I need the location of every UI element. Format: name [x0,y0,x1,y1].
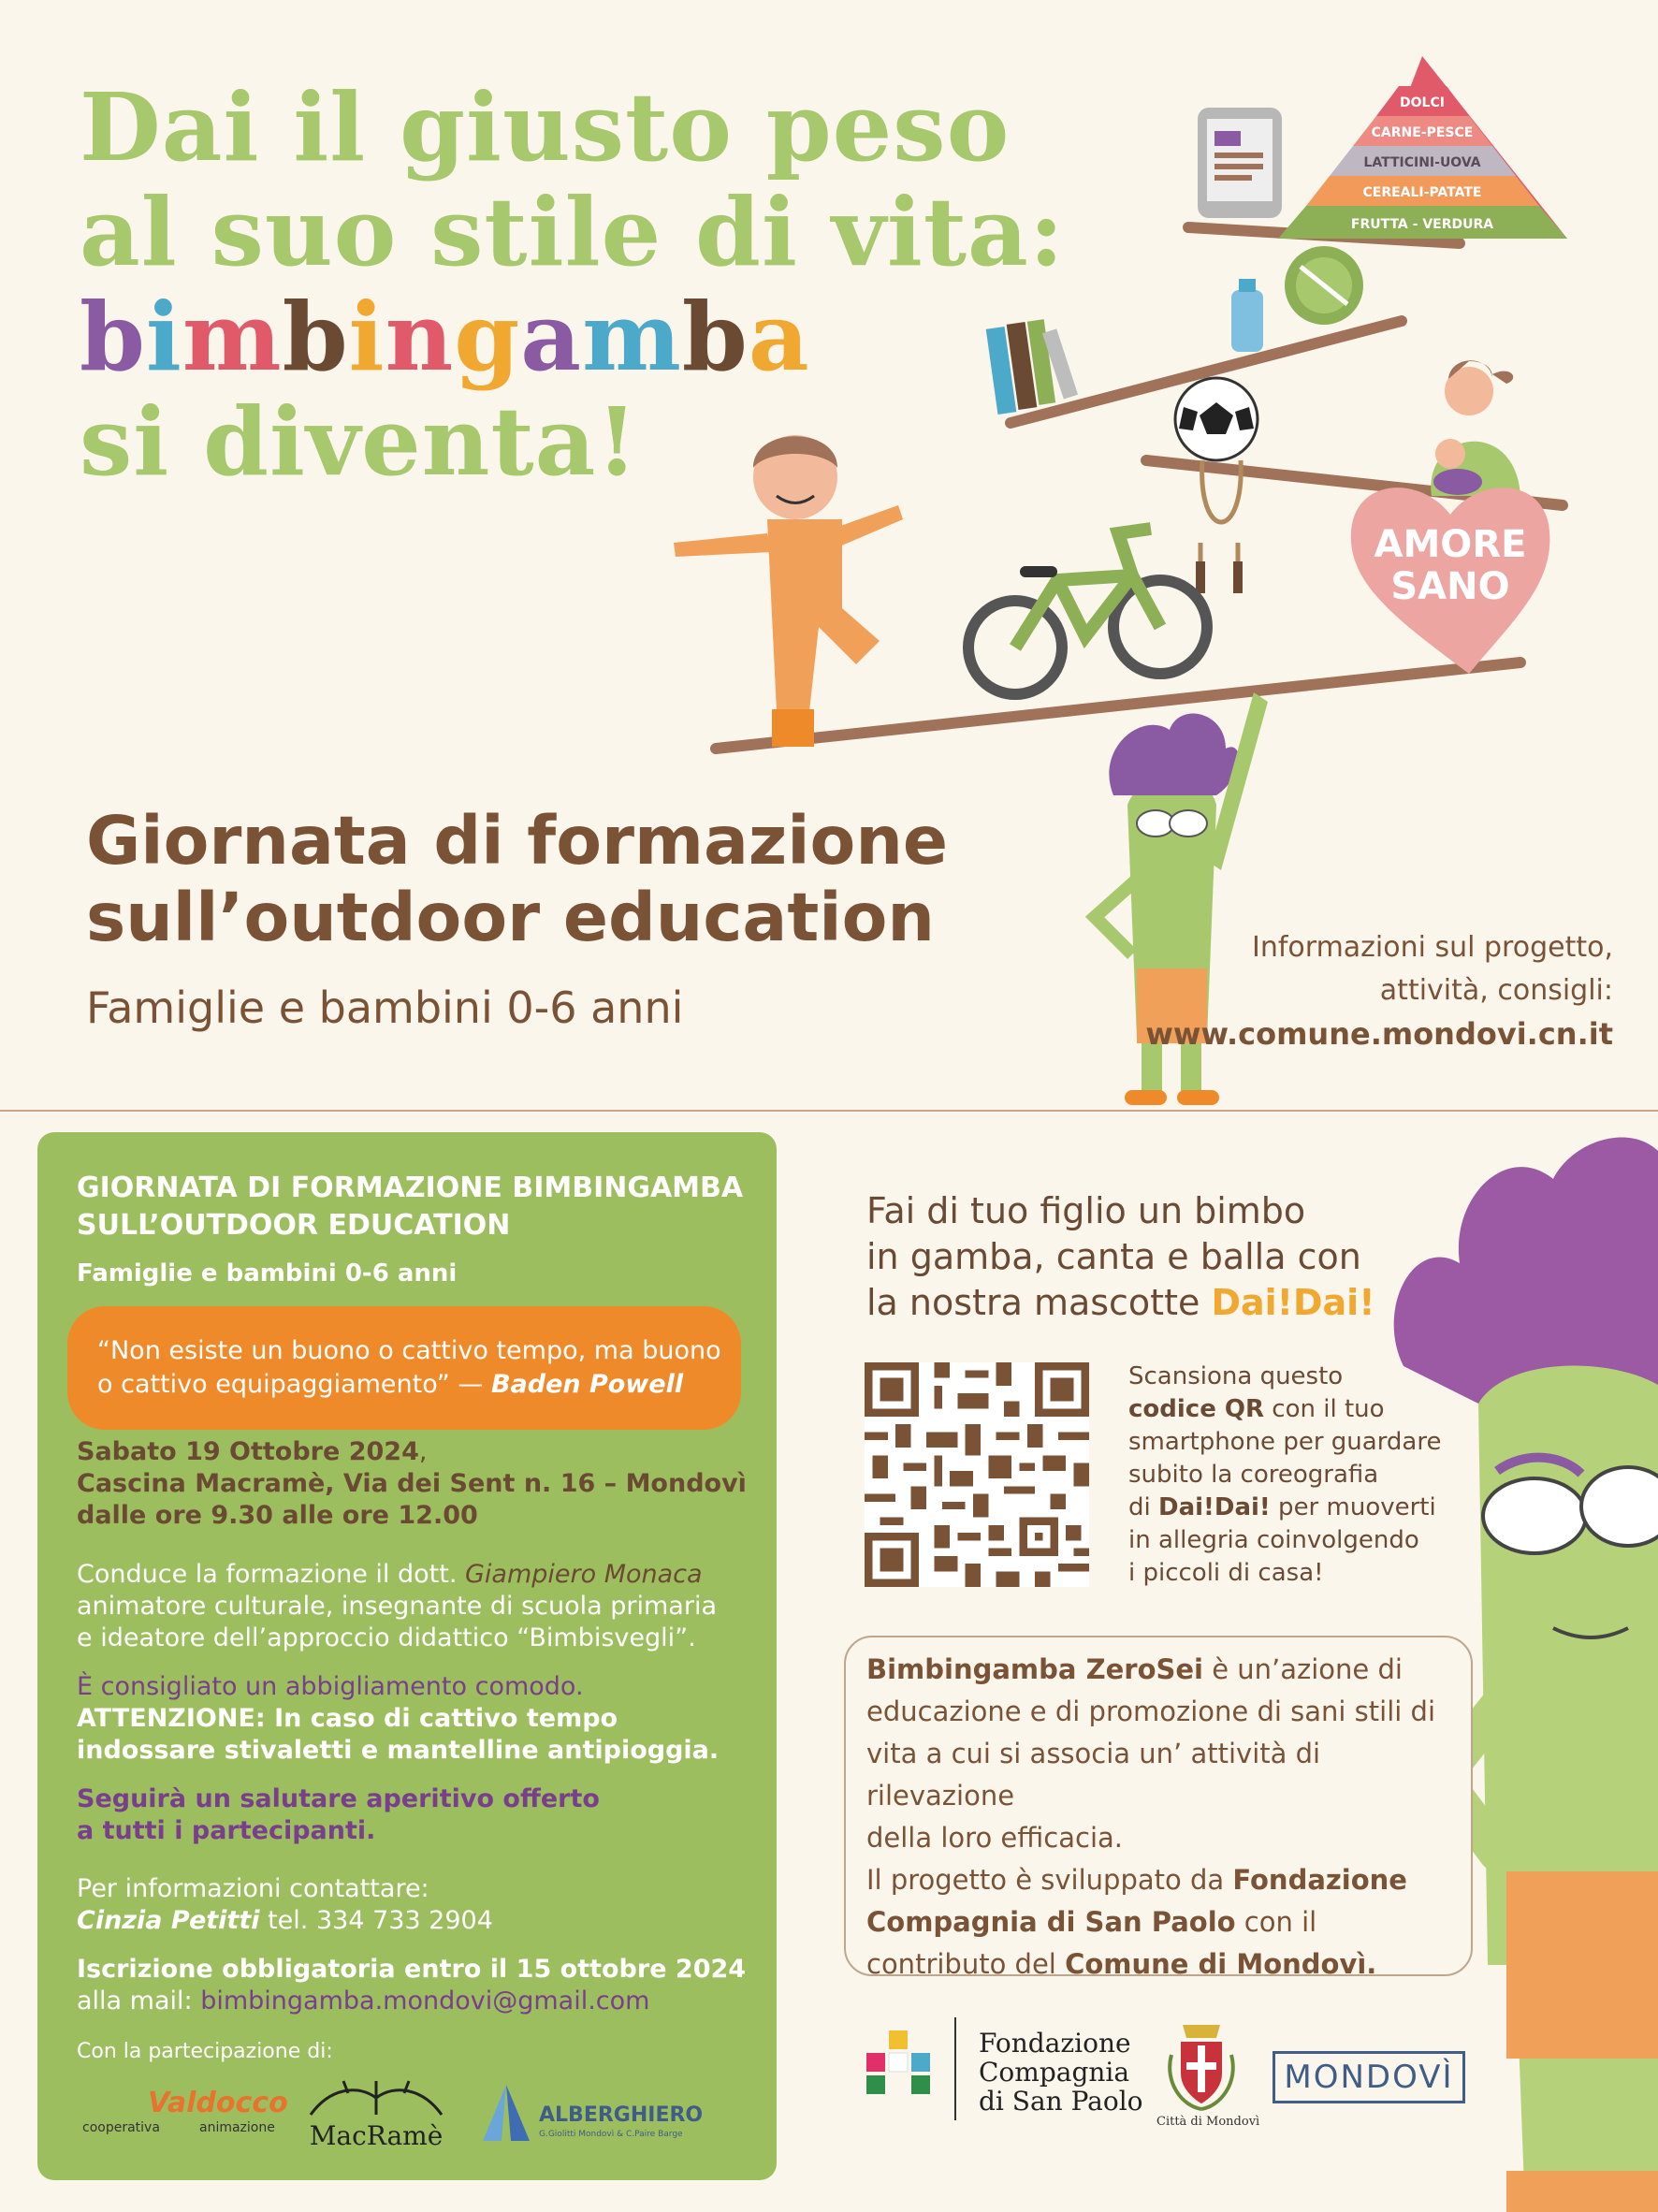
mascot-name: Dai!Dai! [1211,1282,1375,1323]
project-line-2: educazione e di promozione di sani stili di [866,1695,1435,1727]
project-info [1145,926,1613,1055]
brand-letter: a [748,282,810,392]
mother-child-icon [1431,360,1520,496]
fcsp-line-2: Compagnia [979,2057,1130,2088]
water-bottle-icon [1231,279,1263,352]
mascot-promo [866,1188,1375,1326]
contact-info [77,1873,750,1937]
aperitivo-line-2: a tutti i partecipanti. [77,1816,376,1845]
bicycle-icon [968,529,1207,694]
aperitivo-note [77,1783,750,1847]
qr-line-4: subito la coreografia [1128,1461,1379,1489]
project-name: Bimbingamba ZeroSei [866,1653,1203,1685]
logo-mondovi: MONDOVÌ [1273,2051,1465,2103]
event-time: dalle ore 9.30 alle ore 12.00 [77,1501,478,1530]
project-foundation-2: Compagnia di San Paolo [866,1906,1236,1938]
trainer-name: Giampiero Monaca [464,1560,703,1589]
fcsp-mark-icon [866,2030,930,2094]
registration-deadline: Iscrizione obbligatoria entro il 15 ottobre 2024 [77,1955,747,1984]
project-line-3: vita a cui si associa un’ attività di rilevazione [866,1738,1321,1812]
trainer-intro: Conduce la formazione il dott. [77,1560,465,1589]
pyramid-level-3: LATTICINI-UOVA [1363,155,1481,170]
brand-letter: b [282,282,349,392]
qr-line-5: per muoverti [1270,1493,1436,1521]
event-title-line-1: Giornata di formazione [86,802,949,880]
qr-line-5-pre: di [1128,1493,1158,1521]
event-when-where [77,1436,750,1532]
qr-line-2: con il tuo [1264,1395,1385,1423]
registration-info [77,1954,750,2017]
quote-author: Baden Powell [490,1370,684,1399]
logo-fondazione-csp [979,2029,1143,2116]
attention-text-1: In caso di cattivo tempo [265,1704,618,1733]
brand-letter: n [385,282,455,392]
qr-line-1: Scansiona questo [1128,1362,1344,1390]
attention-text-2: indossare stivaletti e mantelline antipioggia. [77,1736,720,1765]
jump-rope-icon [1196,460,1243,593]
project-info-line-2: attività, consigli: [1379,974,1613,1007]
heart-line-1: AMORE [1374,523,1527,566]
event-place: Cascina Macramè, Via dei Sent n. 16 – Mondovì [77,1469,747,1498]
dress-notice [77,1671,750,1767]
quote-text [97,1334,734,1402]
qr-line-5-mascot: Dai!Dai! [1158,1493,1271,1521]
project-info-line-1: Informazioni sul progetto, [1251,931,1613,964]
books-icon [986,319,1078,415]
brand-letter: m [582,282,682,392]
quote-box [67,1306,741,1430]
project-comune: Comune di Mondovì. [1065,1948,1377,1980]
qr-code[interactable] [865,1362,1089,1587]
project-description [866,1649,1447,1986]
promo-line-3: la nostra mascotte [866,1282,1212,1323]
partner-logo-valdocco [82,2087,288,2143]
event-date: Sabato 19 Ottobre 2024 [77,1437,419,1466]
headline-line-4: si diventa! [80,386,639,497]
amore-sano-heart [1351,488,1550,674]
partner-valdocco-b: Valdocco [148,2087,288,2119]
promo-line-2: in gamba, canta e balla con [866,1236,1361,1277]
partner-alberghiero-name: ALBERGHIERO [539,2103,704,2127]
city-name-label: Città di Mondovì [1156,2115,1260,2129]
orange-child-figure [674,435,903,747]
contact-label: Per informazioni contattare: [77,1874,429,1903]
event-date-separator: , [418,1437,428,1466]
promo-line-1: Fai di tuo figlio un bimbo [866,1190,1306,1231]
brand-letter: i [145,282,182,392]
quote-line-1: “Non esiste un buono o cattivo tempo, ma buono [97,1336,721,1365]
partners-label: Con la partecipazione di: [77,2040,333,2063]
project-foundation: Fondazione [1232,1864,1407,1896]
quote-line-2: o cattivo equipaggiamento” — [97,1370,491,1399]
card-header [77,1170,750,1288]
alberghiero-icon [483,2085,530,2141]
project-line-6: con il [1235,1906,1317,1938]
brand-letter: b [681,282,749,392]
event-title-line-2: sull’outdoor education [86,879,935,956]
qr-code-icon [865,1362,1089,1587]
brand-letter: i [348,282,385,392]
brand-letter: b [80,282,146,392]
qr-label: codice QR [1128,1395,1265,1423]
dress-advice: È consigliato un abbigliamento comodo. [77,1672,584,1701]
trainer-line-3: e ideatore dell’approccio didattico “Bimbisvegli”. [77,1623,696,1652]
qr-line-6: in allegria coinvolgendo [1128,1526,1419,1554]
shelf-4 [716,662,1520,749]
food-pyramid [1278,56,1567,239]
registration-mail-label: alla mail: [77,1986,201,2016]
qr-line-7: i piccoli di casa! [1128,1559,1324,1587]
partner-logo-alberghiero [483,2085,726,2150]
card-title-line-1: GIORNATA DI FORMAZIONE BIMBINGAMBA [77,1171,744,1204]
soccer-ball-icon [1175,378,1258,460]
headline-line-2: al suo stile di vita: [80,177,1065,287]
project-line-1: è un’azione di [1203,1653,1403,1685]
qr-line-3: smartphone per guardare [1128,1428,1442,1456]
tablet-icon [1198,108,1282,218]
trainer-line-2: animatore culturale, insegnante di scuola primaria [77,1592,718,1621]
event-subtitle: Famiglie e bambini 0-6 anni [86,982,684,1033]
plate-icon [1285,246,1363,325]
fcsp-line-1: Fondazione [979,2028,1131,2059]
project-line-7: contributo del [866,1948,1066,1980]
partner-macrame-name: MacRamè [309,2120,444,2151]
attention-label: ATTENZIONE: [77,1704,266,1733]
brand-letter: g [454,282,521,392]
card-audience: Famiglie e bambini 0-6 anni [77,1259,458,1288]
contact-name: Cinzia Petitti [77,1906,260,1935]
partner-logo-macrame [292,2079,460,2151]
brand-letter: m [182,282,283,392]
contact-phone: tel. 334 733 2904 [259,1906,493,1935]
divider [0,1110,1658,1112]
pyramid-level-5: FRUTTA - VERDURA [1350,217,1494,232]
pyramid-level-1: DOLCI [1400,95,1445,110]
tree-icon [292,2079,460,2117]
partner-valdocco-c: animazione [199,2120,275,2135]
heart-line-2: SANO [1390,565,1510,608]
partner-valdocco-a: cooperativa [82,2120,160,2135]
aperitivo-line-1: Seguirà un salutare aperitivo offerto [77,1784,600,1813]
headline-line-1: Dai il giusto peso [80,72,1011,182]
fcsp-line-3: di San Paolo [979,2086,1143,2117]
project-line-5: Il progetto è sviluppato da [866,1864,1233,1896]
trainer-info [77,1559,750,1654]
event-title [86,803,948,956]
brand-letter: a [520,282,583,392]
logo-divider [954,2017,956,2120]
event-details-card [37,1132,777,2180]
project-line-4: della loro efficacia. [866,1822,1123,1854]
project-website-link[interactable]: www.comune.mondovi.cn.it [1145,1016,1613,1052]
partner-alberghiero-sub: G.Giolitti Mondovì & C.Paire Barge [539,2130,683,2139]
pyramid-level-2: CARNE-PESCE [1371,125,1474,140]
pyramid-level-4: CEREALI-PATATE [1362,185,1482,200]
card-title-line-2: SULL’OUTDOOR EDUCATION [77,1209,511,1242]
registration-email-link[interactable]: bimbingamba.mondovi@gmail.com [200,1986,650,2016]
mondovi-coat-of-arms-icon [1164,2017,1239,2111]
